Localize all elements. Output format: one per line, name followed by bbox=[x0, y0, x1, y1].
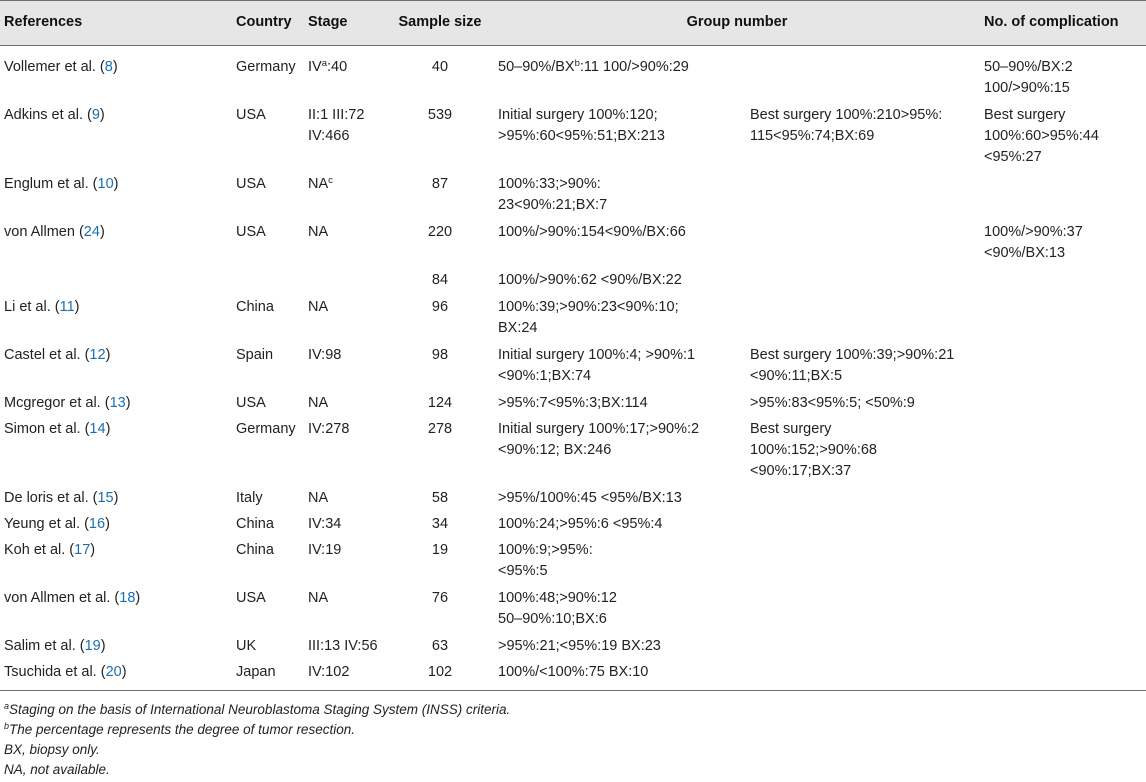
cell-country: China bbox=[236, 516, 274, 532]
cell-group-number-line: >95%:60<95%:51;BX:213 bbox=[498, 128, 665, 144]
cell-group-number-2-line: Best surgery bbox=[750, 421, 832, 437]
cell-sample-size: 34 bbox=[431, 516, 449, 532]
cell-stage: IV:278 bbox=[308, 421, 350, 437]
cell-reference: von Allmen et al. (18) bbox=[4, 590, 141, 606]
cell-country: Germany bbox=[236, 421, 296, 437]
cell-stage: NA bbox=[308, 224, 329, 240]
cell-reference: Castel et al. (12) bbox=[4, 347, 111, 363]
cell-country: USA bbox=[236, 224, 266, 240]
cell-stage: NA bbox=[308, 490, 329, 506]
cell-group-number: 100%:24;>95%:6 <95%:4 bbox=[498, 516, 663, 532]
reference-link[interactable]: 18 bbox=[119, 590, 136, 606]
cell-sample-size: 98 bbox=[431, 347, 449, 363]
cell-country: Spain bbox=[236, 347, 274, 363]
cell-sample-size: 102 bbox=[427, 664, 453, 680]
cell-stage: III:13 IV:56 bbox=[308, 638, 378, 654]
cell-reference: Tsuchida et al. (20) bbox=[4, 664, 127, 680]
footnote-bx: BX, biopsy only. bbox=[4, 742, 100, 757]
reference-link[interactable]: 13 bbox=[109, 395, 126, 411]
cell-complication-line: 100/>90%:15 bbox=[984, 80, 1070, 96]
cell-reference: Yeung et al. (16) bbox=[4, 516, 110, 532]
cell-group-number-line: Initial surgery 100%:4; >90%:1 bbox=[498, 347, 696, 363]
reference-link[interactable]: 12 bbox=[89, 347, 106, 363]
cell-group-number-2-line: <90%:11;BX:5 bbox=[750, 368, 843, 384]
cell-group-number: 100%/>90%:154<90%/BX:66 bbox=[498, 224, 686, 240]
cell-group-number-line: Initial surgery 100%:120; bbox=[498, 107, 658, 123]
cell-stage: IV:34 bbox=[308, 516, 342, 532]
cell-group-number-line: 100%:9;>95%: bbox=[498, 542, 593, 558]
cell-complication-line: 100%:60>95%:44 bbox=[984, 128, 1099, 144]
reference-link[interactable]: 14 bbox=[89, 421, 106, 437]
cell-country: USA bbox=[236, 176, 266, 192]
cell-sample-size: 76 bbox=[431, 590, 449, 606]
footnote-b: $^b$The percentage represents the degree of tumor resection. bbox=[4, 721, 355, 737]
reference-link[interactable]: 8 bbox=[104, 59, 113, 75]
reference-link[interactable]: 9 bbox=[91, 107, 100, 123]
cell-sample-size: 19 bbox=[431, 542, 449, 558]
reference-link[interactable]: 11 bbox=[59, 299, 75, 315]
cell-stage: IV:19 bbox=[308, 542, 342, 558]
cell-group-number-2-line: 100%:152;>90%:68 bbox=[750, 442, 877, 458]
cell-group-number: 100%/>90%:62 <90%/BX:22 bbox=[498, 272, 682, 288]
cell-group-number-line: 100%:33;>90%: bbox=[498, 176, 601, 192]
header-stage: Stage bbox=[308, 14, 348, 30]
cell-sample-size: 220 bbox=[427, 224, 453, 240]
cell-stage: IV:98 bbox=[308, 347, 342, 363]
cell-group-number-line: 100%:48;>90%:12 bbox=[498, 590, 617, 606]
cell-stage-line: II:1 III:72 bbox=[308, 107, 365, 123]
cell-stage: IV:102 bbox=[308, 664, 350, 680]
cell-country: Germany bbox=[236, 59, 296, 75]
cell-group-number: >95%:21;<95%:19 BX:23 bbox=[498, 638, 661, 654]
cell-country: USA bbox=[236, 590, 266, 606]
cell-reference: Li et al. (11) bbox=[4, 299, 80, 315]
cell-reference: Simon et al. (14) bbox=[4, 421, 111, 437]
reference-link[interactable]: 19 bbox=[84, 638, 101, 654]
cell-group-number-line: 100%:39;>90%:23<90%:10; bbox=[498, 299, 679, 315]
cell-complication-line: 100%/>90%:37 bbox=[984, 224, 1083, 240]
cell-group-number-line: <90%:12; BX:246 bbox=[498, 442, 612, 458]
cell-reference: Koh et al. (17) bbox=[4, 542, 96, 558]
cell-stage: NA bbox=[308, 395, 329, 411]
cell-stage: $NA^c$ bbox=[308, 175, 333, 192]
header-complication: No. of complication bbox=[984, 14, 1119, 30]
cell-sample-size: 96 bbox=[431, 299, 449, 315]
cell-reference: De loris et al. (15) bbox=[4, 490, 119, 506]
cell-reference: Mcgregor et al. (13) bbox=[4, 395, 131, 411]
cell-stage: $IV^a:40$ bbox=[308, 58, 348, 75]
cell-sample-size: 87 bbox=[431, 176, 449, 192]
reference-link[interactable]: 16 bbox=[88, 516, 106, 532]
footnote-na: NA, not available. bbox=[4, 762, 110, 777]
cell-country: USA bbox=[236, 107, 266, 123]
cell-group-number-2-line: 115<95%:74;BX:69 bbox=[750, 128, 875, 144]
top-rule bbox=[0, 0, 1146, 1]
cell-group-number-line: <95%:5 bbox=[498, 563, 548, 579]
cell-group-number-2-line: Best surgery 100%:210>95%: bbox=[750, 107, 943, 123]
reference-link[interactable]: 20 bbox=[105, 664, 122, 680]
cell-stage-line: IV:466 bbox=[308, 128, 350, 144]
cell-group-number-2: >95%:83<95%:5; <50%:9 bbox=[750, 395, 915, 411]
reference-link[interactable]: 17 bbox=[74, 542, 91, 558]
cell-reference: Vollemer et al. (8) bbox=[4, 59, 118, 75]
cell-sample-size: 278 bbox=[427, 421, 453, 437]
cell-complication-line: <95%:27 bbox=[984, 149, 1042, 165]
cell-reference: Adkins et al. (9) bbox=[4, 107, 105, 123]
cell-group-number-line: 50–90%:10;BX:6 bbox=[498, 611, 607, 627]
cell-sample-size: 40 bbox=[431, 59, 449, 75]
cell-group-number-line: Initial surgery 100%:17;>90%:2 bbox=[498, 421, 700, 437]
bottom-rule bbox=[0, 690, 1146, 691]
cell-complication-line: Best surgery bbox=[984, 107, 1066, 123]
cell-sample-size: 539 bbox=[427, 107, 453, 123]
cell-group-number: >95%:7<95%:3;BX:114 bbox=[498, 395, 648, 411]
cell-reference: Englum et al. (10) bbox=[4, 176, 119, 192]
header-group-number: Group number bbox=[686, 14, 788, 30]
cell-country: China bbox=[236, 299, 274, 315]
header-references: References bbox=[4, 14, 83, 30]
cell-group-number: >95%/100%:45 <95%/BX:13 bbox=[498, 490, 682, 506]
cell-country: Italy bbox=[236, 490, 263, 506]
header-sample-size: Sample size bbox=[398, 14, 482, 30]
cell-country: Japan bbox=[236, 664, 276, 680]
cell-sample-size: 84 bbox=[431, 272, 449, 288]
reference-link[interactable]: 24 bbox=[83, 224, 100, 240]
cell-sample-size: 124 bbox=[427, 395, 453, 411]
footnote-a: $^a$Staging on the basis of International Neuroblastoma Staging System (INSS) criteria. bbox=[4, 701, 511, 717]
cell-group-number-line: BX:24 bbox=[498, 320, 538, 336]
cell-country: USA bbox=[236, 395, 266, 411]
cell-stage: NA bbox=[308, 299, 329, 315]
cell-group-number: $50-90\%/BX^b:11$ 100/>90%:29 bbox=[498, 58, 689, 75]
header-rule bbox=[0, 45, 1146, 46]
cell-country: China bbox=[236, 542, 274, 558]
cell-group-number-line: <90%:1;BX:74 bbox=[498, 368, 592, 384]
cell-group-number-2-line: <90%:17;BX:37 bbox=[750, 463, 852, 479]
reference-link[interactable]: 15 bbox=[97, 490, 114, 506]
cell-country: UK bbox=[236, 638, 257, 654]
cell-reference: von Allmen (24) bbox=[4, 224, 105, 240]
cell-sample-size: 58 bbox=[431, 490, 449, 506]
cell-group-number-2-line: Best surgery 100%:39;>90%:21 bbox=[750, 347, 955, 363]
cell-complication-line: 50–90%/BX:2 bbox=[984, 59, 1073, 75]
cell-complication-line: <90%/BX:13 bbox=[984, 245, 1066, 261]
cell-group-number-line: 23<90%:21;BX:7 bbox=[498, 197, 608, 213]
cell-stage: NA bbox=[308, 590, 329, 606]
cell-reference: Salim et al. (19) bbox=[4, 638, 106, 654]
cell-sample-size: 63 bbox=[431, 638, 449, 654]
header-country: Country bbox=[236, 14, 292, 30]
cell-group-number: 100%/<100%:75 BX:10 bbox=[498, 664, 649, 680]
reference-link[interactable]: 10 bbox=[97, 176, 114, 192]
